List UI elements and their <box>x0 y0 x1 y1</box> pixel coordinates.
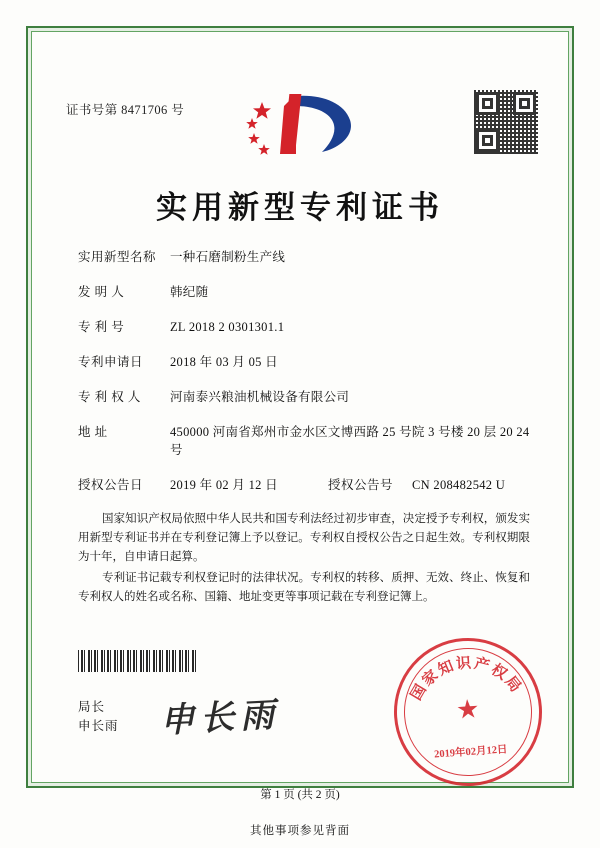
field-label: 授权公告号 <box>328 478 394 492</box>
cnipa-logo-icon <box>0 86 600 164</box>
grant-date-group <box>78 476 328 494</box>
field-value: 2018 年 03 月 05 日 <box>170 355 278 369</box>
field-value: 2019 年 02 月 12 日 <box>170 478 278 492</box>
field-value: 河南泰兴粮油机械设备有限公司 <box>170 390 350 404</box>
field-row-patentee <box>78 388 530 406</box>
handwritten-signature: 申长雨 <box>159 696 282 741</box>
field-value: 一种石磨制粉生产线 <box>170 250 286 264</box>
grant-number-group <box>328 476 530 494</box>
signer-title-line-1: 局长 <box>78 700 106 714</box>
field-label: 实用新型名称 <box>78 250 157 264</box>
field-label: 地 址 <box>78 425 108 439</box>
seal-date: 2019年02月12日 <box>433 744 508 761</box>
field-value: 450000 河南省郑州市金水区文博西路 25 号院 3 号楼 20 层 20 24 号 <box>170 425 530 457</box>
field-label: 授权公告日 <box>78 478 144 492</box>
field-value: 韩纪随 <box>170 285 209 299</box>
field-row-patent-number <box>78 318 530 336</box>
field-row-application-date <box>78 353 530 371</box>
field-row-address <box>78 423 530 459</box>
official-seal <box>389 633 547 791</box>
page-indicator: 第 1 页 (共 2 页) <box>260 789 340 801</box>
barcode-icon <box>78 650 198 672</box>
signer-title <box>78 698 119 736</box>
page-title: 实用新型专利证书 <box>156 190 444 225</box>
field-row-utility-model-name <box>78 248 530 266</box>
field-label: 专 利 权 人 <box>78 390 141 404</box>
seal-star-icon: ★ <box>455 694 481 725</box>
paragraph-legal-notice-1: 国家知识产权局依照中华人民共和国专利法经过初步审查，决定授予专利权，颁发实用新型专利证书并在专利登记簿上予以登记。专利权自授权公告之日起生效。专利权期限为十年，自申请日起算。 <box>78 513 530 563</box>
signer-title-line-2: 申长雨 <box>78 719 119 733</box>
patent-fields <box>78 248 530 500</box>
field-label: 发 明 人 <box>78 285 125 299</box>
field-label: 专 利 号 <box>78 320 125 334</box>
field-value: ZL 2018 2 0301301.1 <box>170 320 285 334</box>
certificate-number: 证书号第 8471706 号 <box>66 103 185 117</box>
svg-text:国家知识产权局: 国家知识产权局 <box>408 655 525 704</box>
paragraph-legal-notice-2: 专利证书记载专利权登记时的法律状况。专利权的转移、质押、无效、终止、恢复和专利权人的姓名或名称、国籍、地址变更等事项记载在专利登记簿上。 <box>78 572 530 603</box>
field-value: CN 208482542 U <box>412 478 506 492</box>
field-row-inventor <box>78 283 530 301</box>
field-row-grant-announcement <box>78 476 530 494</box>
footer-note: 其他事项参见背面 <box>250 825 350 837</box>
field-label: 专利申请日 <box>78 355 144 369</box>
